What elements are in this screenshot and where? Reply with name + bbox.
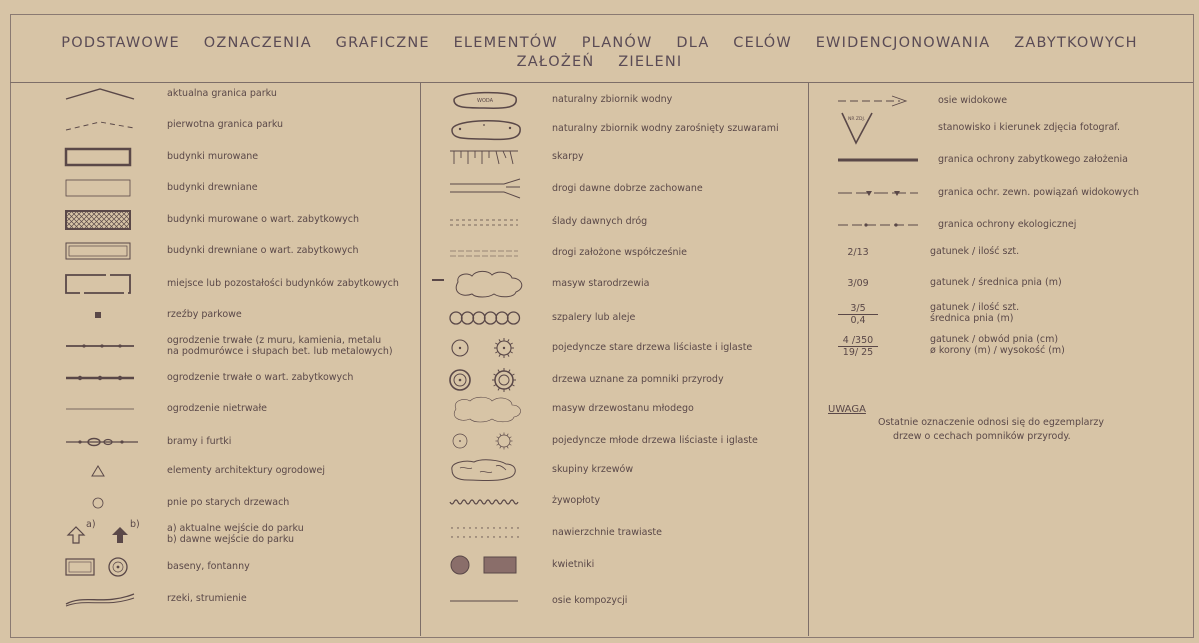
road-trace-icon xyxy=(448,217,520,227)
legend-item-label: skarpy xyxy=(552,151,584,162)
note-text-2: drzew o cechach pomników przyrody. xyxy=(893,431,1071,442)
legend-item-label: osie kompozycji xyxy=(552,595,628,606)
legend-item-label: drzewa uznane za pomniki przyrody xyxy=(552,374,724,385)
legend-item-label: pnie po starych drzewach xyxy=(167,497,290,508)
legend-item-label: granica ochrony zabytkowego założenia xyxy=(938,154,1128,165)
legend-item-label: skupiny krzewów xyxy=(552,464,634,475)
photo-position-icon xyxy=(838,111,878,145)
notation-label: gatunek / średnica pnia (m) xyxy=(930,277,1062,288)
masonry-building-icon xyxy=(64,147,132,167)
legend-item-label: bramy i furtki xyxy=(167,436,232,447)
legend-item-label: budynki murowane xyxy=(167,151,259,162)
svg-text:WODA: WODA xyxy=(477,98,494,104)
legend-item-label: szpalery lub aleje xyxy=(552,312,636,323)
single-old-tree-icon xyxy=(448,337,528,359)
historic-wooden-building-icon xyxy=(64,241,132,261)
notation-label: gatunek / ilość szt. xyxy=(930,302,1020,313)
notation-label: gatunek / ilość szt. xyxy=(930,246,1020,257)
protection-boundary-icon xyxy=(836,156,920,164)
column-divider-1 xyxy=(420,83,421,636)
legend-item-label: budynki drewniane xyxy=(167,182,258,193)
hedge-icon xyxy=(448,496,520,506)
legend-item-label: pojedyncze młode drzewa liściaste i iglaste xyxy=(552,435,758,446)
lawn-icon xyxy=(448,523,520,543)
legend-item-label: masyw drzewostanu młodego xyxy=(552,403,694,414)
legend-item-label: naturalny zbiornik wodny zarośnięty szuwarami xyxy=(552,123,779,134)
column-divider-2 xyxy=(808,83,809,636)
legend-item-label: drogi dawne dobrze zachowane xyxy=(552,183,703,194)
notation-label: gatunek / obwód pnia (cm) xyxy=(930,334,1059,345)
note-text-1: Ostatnie oznaczenie odnosi się do egzemplarzy xyxy=(878,417,1105,428)
original-park-boundary-icon xyxy=(64,118,136,132)
legend-item-label: żywopłoty xyxy=(552,495,601,506)
legend-item-label: rzeźby parkowe xyxy=(167,309,242,320)
legend-item-label: masyw starodrzewia xyxy=(552,278,650,289)
reed-pond-icon xyxy=(448,116,524,142)
single-young-tree-icon xyxy=(448,431,528,451)
composition-axis-icon xyxy=(448,597,520,605)
legend-item-label: pojedyncze stare drzewa liściaste i iglaste xyxy=(552,342,753,353)
species-notation: 3/09 xyxy=(847,278,869,289)
legend-item-label: budynki murowane o wart. zabytkowych xyxy=(167,214,360,225)
species-notation xyxy=(838,335,878,358)
view-axis-icon xyxy=(836,95,912,107)
fountain-icon xyxy=(64,556,140,578)
legend-item-label: stanowisko i kierunek zdjęcia fotograf. xyxy=(938,122,1120,133)
legend-item-label: baseny, fontanny xyxy=(167,561,250,572)
sculpture-icon xyxy=(64,308,132,322)
species-notation xyxy=(838,303,878,326)
notation-numerator: 3/5 xyxy=(838,303,878,315)
notation-denominator: 19/ 25 xyxy=(842,347,874,358)
old-road-icon xyxy=(448,178,524,200)
historic-fence-icon xyxy=(64,373,136,383)
former-building-site-icon xyxy=(64,273,132,295)
view-link-boundary-icon xyxy=(836,188,920,198)
ecological-boundary-icon xyxy=(836,221,920,229)
entrance-tag-a: a) xyxy=(86,519,96,530)
slope-icon xyxy=(448,148,520,166)
legend-item-label: kwietniki xyxy=(552,559,595,570)
river-icon xyxy=(64,590,136,608)
species-notation: 2/13 xyxy=(847,247,869,258)
title-line-2: ZAŁOŻEŃ ZIELENI xyxy=(516,54,683,70)
legend-item-label: miejsce lub pozostałości budynków zabytkowych xyxy=(167,278,399,289)
historic-masonry-building-icon xyxy=(64,209,132,231)
legend-item-label: ogrodzenie nietrwałe xyxy=(167,403,268,414)
gate-icon xyxy=(64,436,140,448)
circle-icon xyxy=(64,496,132,510)
legend-item-label: elementy architektury ogrodowej xyxy=(167,465,326,476)
notation-numerator: 4 /350 xyxy=(838,335,878,347)
legend-item-label: ślady dawnych dróg xyxy=(552,216,648,227)
entrance-tag-b: b) xyxy=(130,519,140,530)
title-line-1: PODSTAWOWE OZNACZENIA GRAFICZNE ELEMENTÓW PLANÓW DLA CELÓW EWIDENCJONOWANIA ZABYTKOWYCH xyxy=(61,35,1138,51)
legend-item-label-line2: na podmurówce i słupach bet. lub metalowych) xyxy=(167,346,393,357)
wooden-building-icon xyxy=(64,178,132,198)
tree-row-icon xyxy=(448,310,520,326)
permanent-fence-icon xyxy=(64,341,136,351)
notation-denominator: 0,4 xyxy=(850,315,866,326)
triangle-icon xyxy=(64,464,132,478)
young-trees-mass-icon xyxy=(448,395,528,423)
pond-icon xyxy=(448,89,520,111)
svg-text:NR ZDJ.: NR ZDJ. xyxy=(848,117,866,122)
temporary-fence-icon xyxy=(64,405,136,413)
legend-item-label: osie widokowe xyxy=(938,95,1008,106)
old-trees-mass-icon xyxy=(448,270,532,298)
legend-item-label: naturalny zbiornik wodny xyxy=(552,94,673,105)
shrub-group-icon xyxy=(448,458,520,482)
legend-item-label: nawierzchnie trawiaste xyxy=(552,527,662,538)
legend-item-label: ogrodzenie trwałe (z muru, kamienia, metalu xyxy=(167,335,382,346)
notation-label-line2: ø korony (m) / wysokość (m) xyxy=(930,345,1065,356)
flowerbed-icon xyxy=(448,554,524,576)
note-heading: UWAGA xyxy=(828,404,866,415)
current-park-boundary-icon xyxy=(64,87,136,101)
legend-item-label: ogrodzenie trwałe o wart. zabytkowych xyxy=(167,372,354,383)
legend-item-label: pierwotna granica parku xyxy=(167,119,284,130)
new-road-icon xyxy=(448,248,520,258)
legend-item-label: a) aktualne wejście do parku xyxy=(167,523,304,534)
legend-item-label: drogi założone współcześnie xyxy=(552,247,688,258)
legend-item-label-line2: b) dawne wejście do parku xyxy=(167,534,295,545)
legend-item-label: budynki drewniane o wart. zabytkowych xyxy=(167,245,359,256)
legend-item-label: aktualna granica parku xyxy=(167,88,277,99)
legend-item-label: granica ochrony ekologicznej xyxy=(938,219,1077,230)
legend-item-label: granica ochr. zewn. powiązań widokowych xyxy=(938,187,1140,198)
legend-item-label: rzeki, strumienie xyxy=(167,593,247,604)
header-divider xyxy=(10,82,1193,83)
notation-label-line2: średnica pnia (m) xyxy=(930,313,1014,324)
natural-monument-tree-icon xyxy=(448,368,528,392)
